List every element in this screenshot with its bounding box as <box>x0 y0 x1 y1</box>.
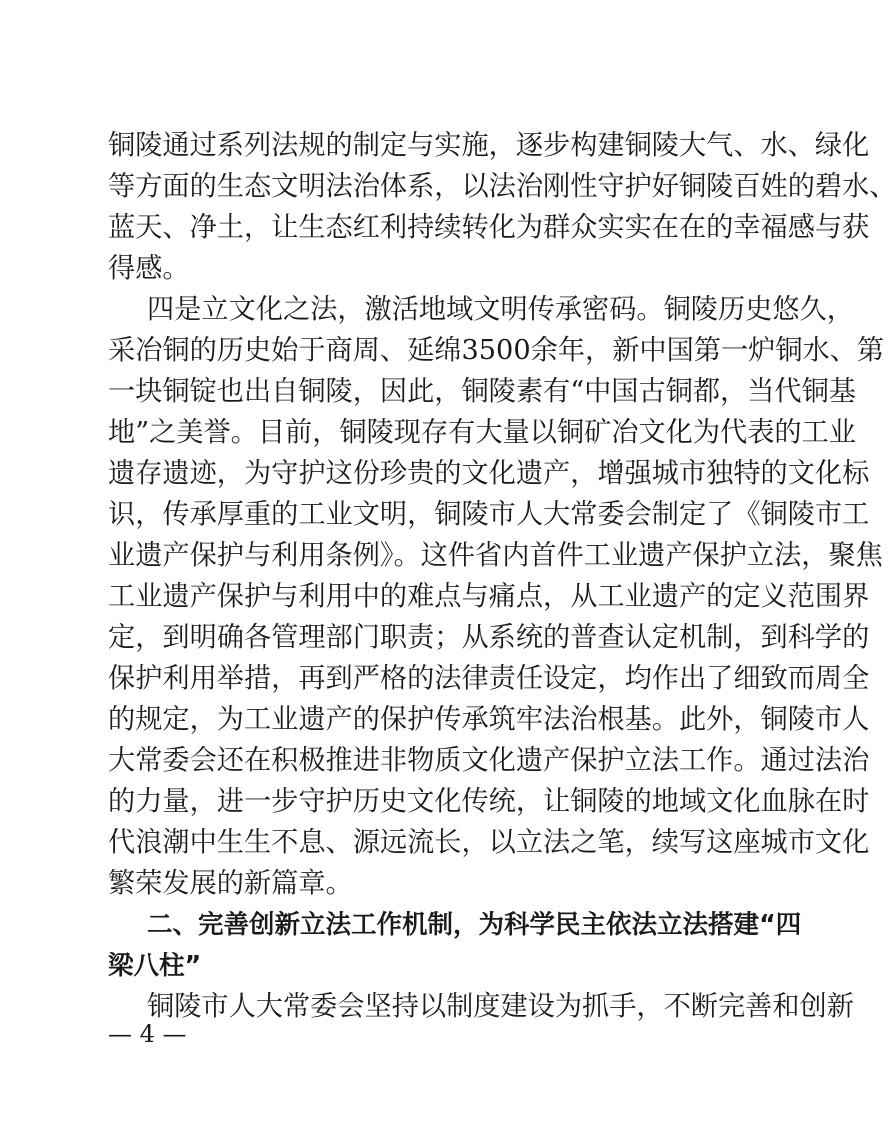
paragraph-2-line-8: 工业遗产保护与利用中的难点与痛点，从工业遗产的定义范围界 <box>108 581 870 612</box>
paragraph-2-line-4: 地”之美誉。目前，铜陵现存有大量以铜矿冶文化为代表的工业 <box>108 417 856 448</box>
paragraph-1-line-3: 蓝天、净土，让生态红利持续转化为群众实实在在的幸福感与获 <box>108 212 870 243</box>
paragraph-2-line-14: 代浪潮中生生不息、源远流长，以立法之笔，续写这座城市文化 <box>108 827 870 858</box>
paragraph-2-line-12: 大常委会还在积极推进非物质文化遗产保护立法工作。通过法治 <box>108 745 870 776</box>
paragraph-2-line-13: 的力量，进一步守护历史文化传统，让铜陵的地域文化血脉在时 <box>108 786 870 817</box>
paragraph-2-line-2: 采冶铜的历史始于商周、延绵3500余年，新中国第一炉铜水、第 <box>108 335 885 366</box>
paragraph-2-line-9: 定，到明确各管理部门职责；从系统的普查认定机制，到科学的 <box>108 622 870 653</box>
paragraph-2-line-6: 识，传承厚重的工业文明，铜陵市人大常委会制定了《铜陵市工 <box>108 499 870 530</box>
paragraph-1-line-4: 得感。 <box>108 253 190 284</box>
paragraph-2-line-3: 一块铜锭也出自铜陵，因此，铜陵素有“中国古铜都，当代铜基 <box>108 376 856 407</box>
paragraph-3-line-1: 铜陵市人大常委会坚持以制度建设为抓手，不断完善和创新 <box>147 991 854 1022</box>
page-number: — 4 — <box>108 1020 187 1048</box>
paragraph-2-line-15: 繁荣发展的新篇章。 <box>108 868 353 899</box>
paragraph-2-line-1: 四是立文化之法，激活地域文明传承密码。铜陵历史悠久， <box>147 294 854 325</box>
paragraph-1-line-1: 铜陵通过系列法规的制定与实施，逐步构建铜陵大气、水、绿化 <box>108 130 870 161</box>
paragraph-1-line-2: 等方面的生态文明法治体系，以法治刚性守护好铜陵百姓的碧水、 <box>108 171 896 202</box>
paragraph-2-line-5: 遗存遗迹，为守护这份珍贵的文化遗产，增强城市独特的文化标 <box>108 458 870 489</box>
paragraph-2-line-7: 业遗产保护与利用条例》。这件省内首件工业遗产保护立法，聚焦 <box>108 540 883 571</box>
paragraph-2-line-10: 保护利用举措，再到严格的法律责任设定，均作出了细致而周全 <box>108 663 870 694</box>
section-heading-line-2: 梁八柱” <box>108 951 202 981</box>
section-heading-line-1: 二、完善创新立法工作机制，为科学民主依法立法搭建“四 <box>147 910 802 940</box>
paragraph-2-line-11: 的规定，为工业遗产的保护传承筑牢法治根基。此外，铜陵市人 <box>108 704 870 735</box>
